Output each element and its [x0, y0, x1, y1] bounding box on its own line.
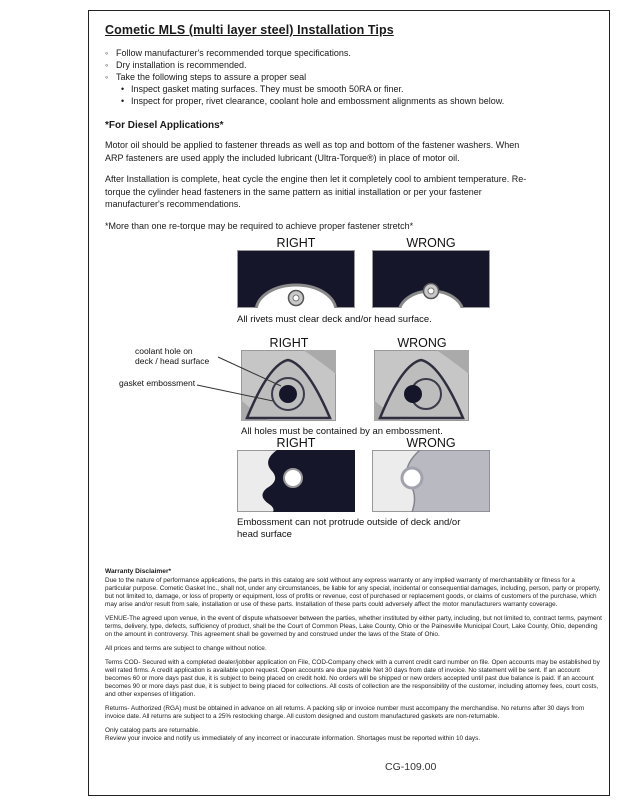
diagram-embossment-wrong-image	[372, 450, 490, 512]
bullet-item: ◦ Dry installation is recommended.	[105, 59, 599, 71]
page-title: Cometic MLS (multi layer steel) Installation Tips	[105, 23, 394, 37]
page-frame	[88, 10, 610, 796]
rivet-right-illustration	[237, 250, 355, 308]
page-content	[89, 11, 609, 743]
legal-paragraph: Returns- Authorized (RGA) must be obtained in advance on all returns. A packing slip or invoice number must accompany the merchandise. No returns after 30 days from invoice date. All returns are subject to a 25% restocking charge. All custom designed and custom manufactured gaskets are non-returnable.	[105, 705, 585, 720]
row1-wrong-label: WRONG	[406, 236, 456, 250]
embossment-wrong-illustration	[372, 450, 490, 512]
bullet-item: ◦ Follow manufacturer's recommended torque specifications.	[105, 47, 599, 59]
annotation-line: deck / head surface	[135, 356, 210, 366]
sub-bullet-item: • Inspect for proper, rivet clearance, coolant hole and embossment alignments as shown below.	[121, 95, 599, 107]
row2-caption: All holes must be contained by an embossment.	[241, 426, 443, 437]
tips-list	[105, 47, 599, 107]
legal-paragraph: Due to the nature of performance applications, the parts in this catalog are sold without any express warranty or any implied warranty of merchantability or fitness for a particular purpose. Cometic Gasket Inc., shall not, under any circumstances, be liable for any special, incidental or consequential damages, including, person, party or property, but not limited to, damage, or loss of property or equipment, loss of profits or revenue, cost of purchased or replacement goods, or claims of customers of the purchase, which may arise and/or result from sale, installation or use of these parts. Installation of these parts could adversely affect the motor manufacturers warranty coverage.	[105, 577, 601, 608]
retorque-note: *More than one re-torque may be required to achieve proper fastener stretch*	[105, 220, 414, 231]
diesel-heading: *For Diesel Applications*	[105, 120, 224, 131]
row3-caption: Embossment can not protrude outside of deck and/or head surface	[237, 517, 461, 540]
embossment-right-illustration	[237, 450, 355, 512]
annotation-line: coolant hole on	[135, 346, 193, 356]
rivet-wrong-illustration	[372, 250, 490, 308]
diagram-embossment-right-image	[237, 450, 355, 512]
catalog-page-code: CG-109.00	[385, 761, 437, 773]
diagram-section	[105, 236, 595, 548]
legal-paragraph: Terms COD- Secured with a completed dealer/jobber application on File, COD-Company check with a current credit card number on file. Open accounts may be established by well rated firms. A credit application is available upon request. Open accounts are due payable Net 30 days from date of invoice. No statement will be sent. If an account becomes 60 or more days past due, it is subject to being placed on credit hold. No orders will be shipped or new orders accepted until past due balance is paid. If an account becomes 90 or more days past due, it is subject to being placed for collections. All costs of collection are the responsibility of the customer, including attorney fees, court costs, and other expenses of litigation.	[105, 659, 600, 698]
bullet-item: ◦ Take the following steps to assure a proper seal	[105, 71, 599, 83]
annotation-line: gasket embossment	[119, 378, 196, 388]
legal-paragraph: VENUE-The agreed upon venue, in the event of dispute whatsoever between the parties, whether instituted by either party, including, but not limited to, contract terms, payment terms, delivery, type, defects, sufficiency of product, shall be the Court of Common Pleas, Lake County, Ohio or the Painesville Municipal Court, Lake County, Ohio, depending on the amount in controversy. This agreement shall be governed by and construed under the laws of the State of Ohio.	[105, 615, 602, 638]
hole-right-illustration	[241, 350, 336, 421]
diagram-rivet-right-image	[237, 250, 355, 308]
sub-bullet-item: • Inspect gasket mating surfaces. They must be smooth 50RA or finer.	[121, 83, 599, 95]
row1-caption: All rivets must clear deck and/or head surface.	[237, 314, 432, 325]
warranty-disclaimer-heading: Warranty Disclaimer*	[105, 568, 172, 575]
legal-paragraph: Review your invoice and notify us immediately of any incorrect or inaccurate information. Shortages must be reported within 10 days.	[105, 735, 481, 742]
legal-paragraph: All prices and terms are subject to change without notice.	[105, 645, 267, 652]
row3-right-label: RIGHT	[276, 436, 316, 450]
row1-right-label: RIGHT	[276, 236, 316, 250]
diagram-hole-wrong-image	[374, 350, 469, 421]
diagram-hole-right-image	[241, 350, 336, 421]
diagram-rivet-wrong-image	[372, 250, 490, 308]
diesel-paragraph-1: Motor oil should be applied to fastener threads as well as top and bottom of the fastener washers. When ARP fasteners are used apply the included lubricant (Ultra-Torque®) in place of motor oil.	[105, 140, 520, 163]
row3-wrong-label: WRONG	[406, 436, 456, 450]
hole-wrong-illustration	[374, 350, 469, 421]
annotation-coolant-hole-label	[135, 346, 209, 366]
row2-wrong-label: WRONG	[397, 336, 447, 350]
annotation-gasket-embossment-label	[119, 378, 195, 388]
diesel-paragraph-2: After Installation is complete, heat cycle the engine then let it completely cool to ambient temperature. Re-torque the cylinder head fasteners in the same pattern as initial installation or per your fastener manufacturer's recommendations.	[105, 174, 527, 209]
legal-section	[105, 568, 602, 743]
row2-right-label: RIGHT	[269, 336, 309, 350]
legal-paragraph: Only catalog parts are returnable.	[105, 727, 200, 734]
